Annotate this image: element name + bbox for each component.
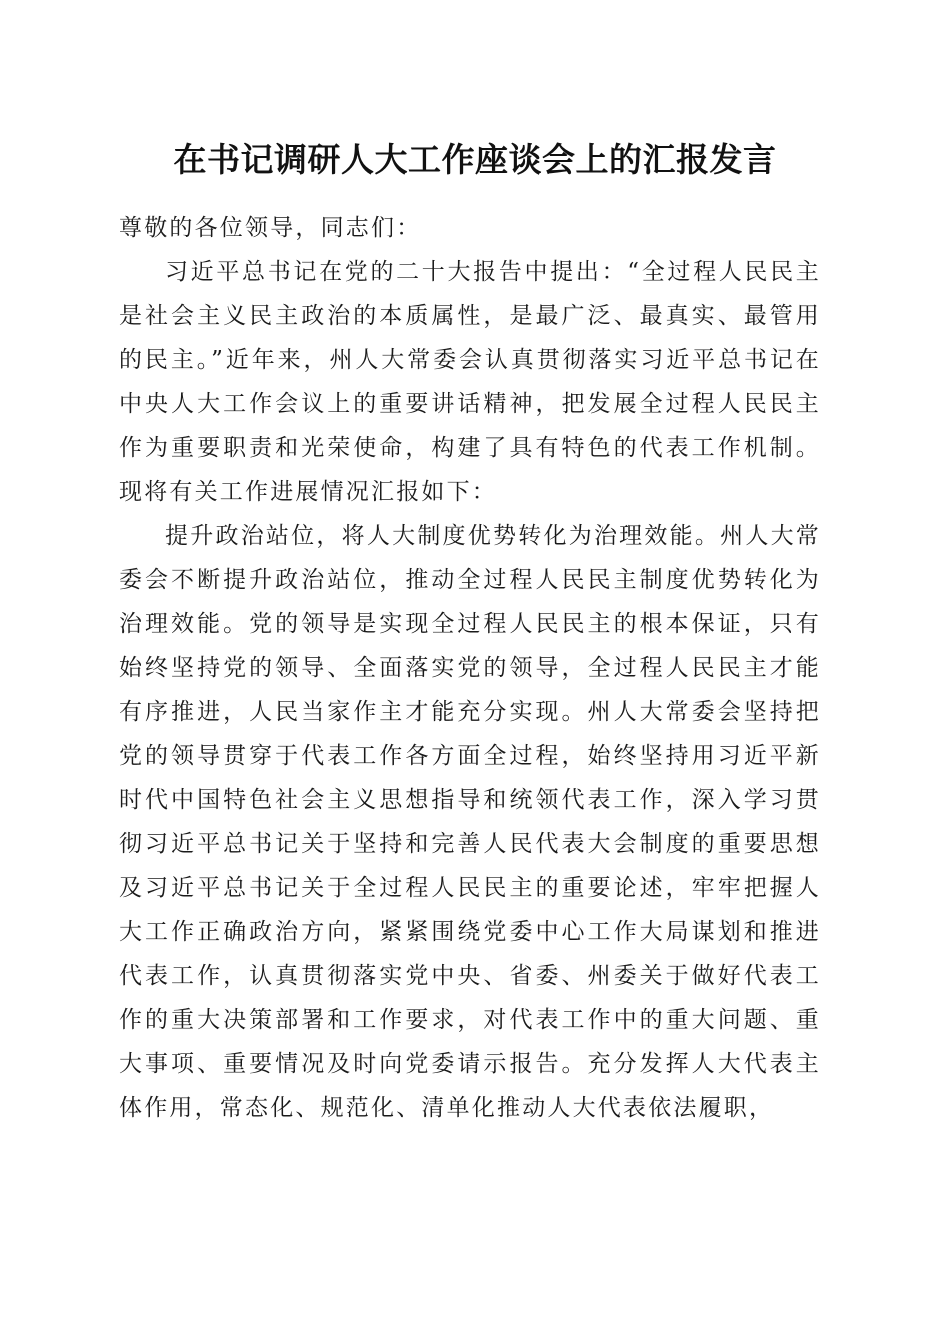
paragraph-political-stance: 提升政治站位，将人大制度优势转化为治理效能。州人大常委会不断提升政治站位，推动全过程人民民主制度优势转化为治理效能。党的领导是实现全过程人民民主的根本保证，只有始终坚持党的领导、全面落实党的领导，全过程人民民主才能有序推进，人民当家作主才能充分实现。州人大常委会坚持把党的领导贯穿于代表工作各方面全过程，始终坚持用习近平新时代中国特色社会主义思想指导和统领代表工作，深入学习贯彻习近平总书记关于坚持和完善人民代表大会制度的重要思想及习近平总书记关于全过程人民民主的重要论述，牢牢把握人大工作正确政治方向，紧紧围绕党委中心工作大局谋划和推进代表工作，认真贯彻落实党中央、省委、州委关于做好代表工作的重大决策部署和工作要求，对代表工作中的重大问题、重大事项、重要情况及时向党委请示报告。充分发挥人大代表主体作用，常态化、规范化、清单化推动人大代表依法履职， xyxy=(119,523,821,1121)
salutation: 尊敬的各位领导，同志们： xyxy=(119,215,422,241)
document-title: 在书记调研人大工作座谈会上的汇报发言 xyxy=(173,140,777,179)
document-body xyxy=(119,206,821,1130)
paragraph-intro: 习近平总书记在党的二十大报告中提出：“全过程人民民主是社会主义民主政治的本质属性，是最广泛、最真实、最管用的民主。”近年来，州人大常委会认真贯彻落实习近平总书记在中央人大工作会议上的重要讲话精神，把发展全过程人民民主作为重要职责和光荣使命，构建了具有特色的代表工作机制。现将有关工作进展情况汇报如下： xyxy=(119,259,821,505)
